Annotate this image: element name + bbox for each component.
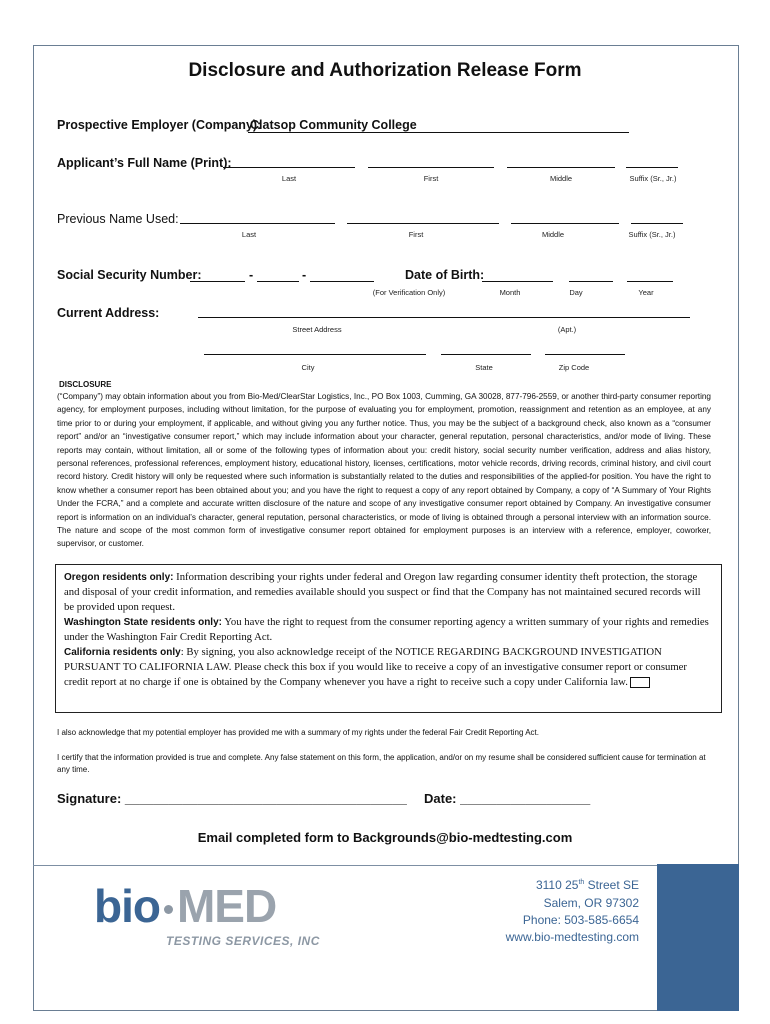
dob-year-field[interactable]: [627, 281, 673, 282]
footer-phone: Phone: 503-585-6654: [522, 913, 639, 927]
previous-middle-caption: Middle: [541, 230, 565, 239]
state-caption: State: [475, 363, 493, 372]
footer-city: Salem, OR 97302: [543, 896, 639, 910]
dob-month-caption: Month: [499, 288, 521, 297]
california-label: California residents only: [64, 647, 181, 658]
state-notices-box: [55, 564, 722, 713]
ssn-dash-2: -: [302, 268, 307, 282]
employer-label: Prospective Employer (Company):: [57, 118, 262, 132]
biomed-logo: [94, 880, 276, 932]
applicant-suffix-caption: Suffix (Sr., Jr.): [629, 174, 677, 183]
street-name: Street SE: [584, 878, 639, 892]
city-caption: City: [301, 363, 315, 372]
previous-last-caption: Last: [241, 230, 257, 239]
dob-year-caption: Year: [638, 288, 654, 297]
footer-website[interactable]: www.bio-medtesting.com: [505, 930, 639, 944]
oregon-text: Information describing your rights under federal and Oregon law regarding consumer identity theft protection, the storage and disposal of your credit information, and remedies available should you suspect or find that the Company has not maintained secured records will be provided upon request.: [64, 571, 701, 613]
disclosure-body: (“Company”) may obtain information about you from Bio-Med/ClearStar Logistics, Inc., PO Box 1003, Cumming, GA 30028, 877-796-2559, or another third-party consumer reporting agency, for employment purposes, including without limitation, for the purpose of evaluating you for employment, promotion, reassignment and retention as an employee, at any time prior to or during your employment, if applicable, and without giving you any further notice. Thus, you may be the subject of a background check, also known as a “consumer report” and/or an “investigative consumer report,” which may include information about your character, general reputation, personal characteristics, and/or mode of living. These reports may contain, without limitation, all or some of the following types of information about you: credit history, social security number verification, address and alias history, personal references, professional references, employment history, educational history, licenses, certifications, motor vehicle records, driving records, criminal history, and civil court record history. Credit history will only be requested where such information is substantially related to the duties and responsibilities of the applied-for position. You have the right to know whether a consumer report has been obtained about you; and you have the right to request a copy of any report obtained by Company, a copy of “A Summary of Your Rights Under the FCRA,” and a complete and accurate written disclosure of the nature and scope of any investigative consumer report obtained by Company. An investigative consumer report is information on an individual’s character, general reputation, personal characteristics, or mode of living is obtained through a personal interview with an information source. The nature and scope of the most common form of investigative consumer report obtained for employment purposes is an interview with a reference, employer, coworker, supervisor, or customer.: [57, 392, 711, 549]
previous-middle-field[interactable]: [511, 223, 619, 224]
certify-text: I certify that the information provided is true and complete. Any false statement on this form, the application, and/or on my resume shall be considered sufficient cause for termination at any time.: [57, 753, 706, 774]
previous-suffix-field[interactable]: [631, 223, 683, 224]
dob-label: Date of Birth:: [405, 268, 485, 282]
address-label: Current Address:: [57, 306, 160, 320]
date-field[interactable]: Date: __________________: [424, 791, 591, 806]
street-number: 3110 25: [535, 878, 579, 892]
street-address-field[interactable]: [198, 317, 690, 318]
employer-underline: [248, 132, 629, 133]
applicant-middle-caption: Middle: [549, 174, 573, 183]
dob-day-field[interactable]: [569, 281, 613, 282]
zip-caption: Zip Code: [558, 363, 590, 372]
footer-divider: [33, 865, 739, 866]
applicant-last-caption: Last: [281, 174, 297, 183]
previous-last-field[interactable]: [180, 223, 335, 224]
applicant-middle-field[interactable]: [507, 167, 615, 168]
applicant-first-caption: First: [423, 174, 439, 183]
city-field[interactable]: [204, 354, 426, 355]
signature-field[interactable]: Signature: _______________________________________: [57, 791, 407, 806]
previous-first-field[interactable]: [347, 223, 499, 224]
street-address-caption: Street Address: [292, 325, 342, 334]
logo-subtitle: TESTING SERVICES, INC: [166, 934, 320, 948]
logo-bio: bio: [94, 880, 160, 932]
ssn-note: (For Verification Only): [372, 288, 446, 297]
dob-day-caption: Day: [569, 288, 583, 297]
logo-med: MED: [176, 880, 277, 932]
apt-caption: (Apt.): [557, 325, 577, 334]
logo-dot-icon: [164, 905, 173, 914]
applicant-suffix-field[interactable]: [626, 167, 678, 168]
previous-name-label: Previous Name Used:: [57, 212, 179, 226]
footer-street: [536, 878, 639, 892]
ssn-part3-field[interactable]: [310, 281, 374, 282]
california-text: : By signing, you also acknowledge receipt of the NOTICE REGARDING BACKGROUND INVESTIGATION PURSUANT TO CALIFORNIA LAW. Please check this box if you would like to receive a copy of an investigative consumer report or consumer credit report at no charge if one is obtained by the Company whenever you have a right to receive such a copy under California law.: [64, 646, 687, 688]
ssn-part2-field[interactable]: [257, 281, 299, 282]
acknowledge-text: I also acknowledge that my potential employer has provided me with a summary of my rights under the federal Fair Credit Reporting Act.: [57, 728, 540, 737]
applicant-name-label: Applicant’s Full Name (Print):: [57, 156, 232, 170]
ssn-dash-1: -: [249, 268, 254, 282]
disclosure-heading: DISCLOSURE: [59, 380, 112, 389]
applicant-first-field[interactable]: [368, 167, 494, 168]
previous-suffix-caption: Suffix (Sr., Jr.): [628, 230, 676, 239]
ssn-part1-field[interactable]: [190, 281, 245, 282]
washington-text: You have the right to request from the consumer reporting agency a written summary of your rights and remedies under the Washington Fair Credit Reporting Act.: [64, 616, 709, 643]
california-copy-checkbox[interactable]: [630, 677, 650, 688]
employer-value[interactable]: Clatsop Community College: [250, 118, 417, 132]
previous-first-caption: First: [408, 230, 424, 239]
state-field[interactable]: [441, 354, 531, 355]
form-title: Disclosure and Authorization Release Form: [188, 60, 582, 81]
applicant-last-field[interactable]: [223, 167, 355, 168]
footer-accent-bar: [657, 864, 739, 1011]
washington-label: Washington State residents only:: [64, 617, 222, 628]
street-suffix: th: [578, 879, 585, 886]
ssn-label: Social Security Number:: [57, 268, 202, 282]
zip-field[interactable]: [545, 354, 625, 355]
oregon-label: Oregon residents only:: [64, 572, 174, 583]
email-instruction: Email completed form to Backgrounds@bio-medtesting.com: [197, 830, 573, 845]
dob-month-field[interactable]: [482, 281, 553, 282]
